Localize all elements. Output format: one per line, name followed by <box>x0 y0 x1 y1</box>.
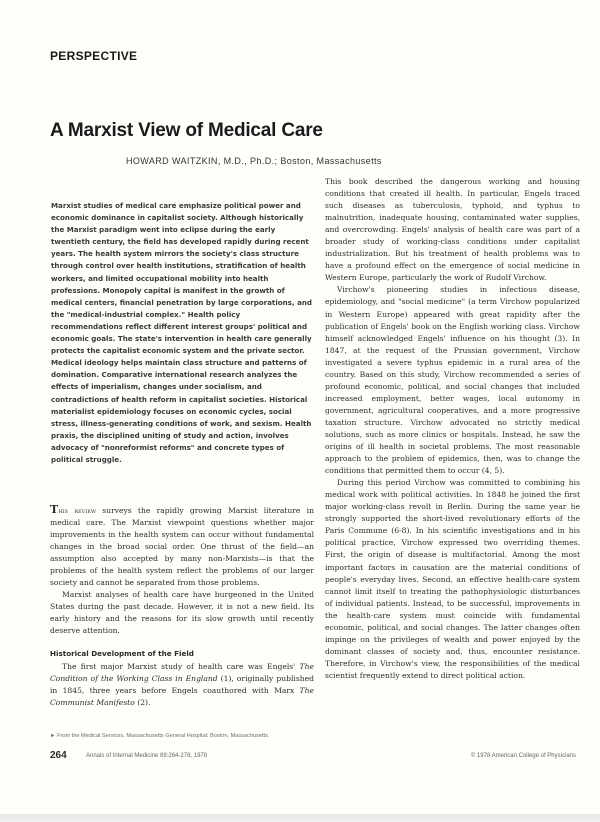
section-heading: Historical Development of the Field <box>50 648 194 658</box>
paragraph: This book described the dangerous working and housing conditions that created ill health. In particular, Engels traced such diseases as tuberculosis, typhoid, and typhus to malnutrition, inadequate housing, contaminated water supplies, and overcrowding. Engels' analysis of health care was part of a broader study of working-class conditions under capitalist industrialization. But his treatment of health problems was to have a profound effect on the emergence of social medicine in Western Europe, particularly the work of Rudolf Virchow. <box>325 177 580 283</box>
article-title: A Marxist View of Medical Care <box>50 120 323 141</box>
text-run: (1), originally published in 1845, three years before Engels coauthored with Marx <box>50 673 314 695</box>
affiliation-footnote: ► From the Medical Services, Massachusetts General Hospital; Boston, Massachusetts. <box>50 733 270 739</box>
section-label: PERSPECTIVE <box>50 49 138 63</box>
intro-text: surveys the rapidly growing Marxist literature in medical care. The Marxist viewpoint questions whether major improvements in the health system can occur without fundamental changes in the broad social order. One thrust of the field—an assumption also accepted by many non-Marxists—is that the problems of the health system reflect the problems of our larger society and cannot be separated from those problems. <box>50 506 315 588</box>
text-run: (2). <box>134 697 151 707</box>
book-title: The Communist Manifesto <box>50 685 314 707</box>
drop-cap: T <box>50 503 59 516</box>
page-number: 264 <box>50 750 67 761</box>
left-column <box>50 504 314 709</box>
paragraph <box>50 661 314 709</box>
paragraph: Marxist analyses of health care have burgeoned in the United States during the past decade. However, it is not a new field. Its early history and the reasons for its slow growth until recently deserve attention. <box>50 590 314 636</box>
right-column <box>325 176 580 682</box>
abstract: Marxist studies of medical care emphasize political power and economic dominance in capitalist society. Although historically the Marxist paradigm went into eclipse during the early twentieth century, the field has developed rapidly during recent years. The health system mirrors the society's class structure through control over health institutions, stratification of health workers, and limited occupational mobility into health professions. Monopoly capital is manifest in the growth of medical centers, financial penetration by large corporations, and the "medical-industrial complex." Health policy recommendations reflect different interest groups' political and economic goals. The state's intervention in health care generally protects the capitalist economic system and the private sector. Medical ideology helps maintain class structure and patterns of domination. Comparative international research analyzes the effects of imperialism, changes under socialism, and contradictions of health reform in capitalist societies. Historical materialist epidemiology focuses on economic cycles, social stress, illness-generating conditions of work, and sexism. Health praxis, the disciplined uniting of study and action, involves advocacy of "nonreformist reforms" and concrete types of political struggle. <box>51 201 312 464</box>
author-byline: HOWARD WAITZKIN, M.D., Ph.D.; Boston, Massachusetts <box>126 156 382 166</box>
paragraph: Virchow's pioneering studies in infectious disease, epidemiology, and "social medicine" (a term Virchow popularized in Western Europe) appeared with great rapidity after the publication of Engels' book on the English working class. Virchow himself acknowledged Engels' influence on his thought (3). In 1847, at the request of the Prussian government, Virchow investigated a severe typhus epidemic in a rural area of the country. Based on this study, Virchow recommended a series of profound economic, political, and social changes that included increased employment, better wages, local autonomy in government, agricultural cooperatives, and a more progressive taxation structure. Virchow advocated no strictly medical solutions, such as more clinics or hospitals. Instead, he saw the origins of ill health in societal problems. The most reasonable approach to the problem of epidemics, then, was to change the conditions that permitted them to occur (4, 5). <box>325 285 580 476</box>
paragraph: During this period Virchow was committed to combining his medical work with political activities. In 1848 he joined the first major working-class revolt in Berlin. During the same year he strongly supported the short-lived revolutionary efforts of the Paris Commune (6-8). In his scientific investigations and in his political practice, Virchow expressed two overriding themes. First, the origin of disease is multifactorial. Among the most important factors in causation are the material conditions of people's everyday lives. Second, an effective health-care system cannot limit itself to treating the pathophysiologic disturbances of individual patients. Instead, to be successful, improvements in the health-care system must coincide with fundamental economic, political, and social changes. The latter changes often impinge on the privileges of wealth and power enjoyed by the dominant classes of society and, thus, encounter resistance. Therefore, in Virchow's view, the responsibilities of the medical scientist frequently extend to direct political action. <box>325 478 580 680</box>
text-run: The first major Marxist study of health care was Engels' <box>62 661 300 671</box>
book-title: The Condition of the Working Class in England <box>50 661 314 683</box>
page-edge <box>0 814 600 822</box>
copyright-notice: © 1978 American College of Physicians <box>470 753 576 759</box>
intro-smallcaps: his review <box>58 506 97 515</box>
intro-paragraph <box>50 504 314 589</box>
journal-citation: Annals of Internal Medicine 89:264-278, 1978 <box>86 753 208 759</box>
